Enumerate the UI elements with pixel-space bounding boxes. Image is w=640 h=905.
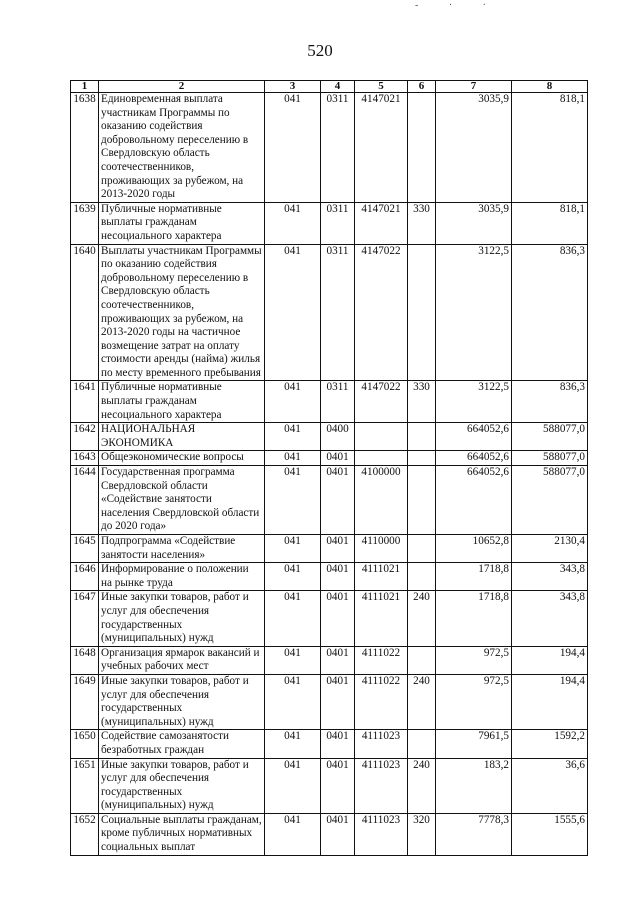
expense-type-code (408, 535, 436, 563)
expense-type-code: 330 (408, 381, 436, 423)
section-code: 0401 (321, 813, 355, 855)
amount-col7: 7961,5 (436, 730, 512, 758)
expense-type-code: 240 (408, 674, 436, 729)
expense-type-code (408, 730, 436, 758)
row-number: 1642 (71, 423, 99, 451)
row-name: НАЦИОНАЛЬНАЯ ЭКОНОМИКА (99, 423, 265, 451)
expense-type-code: 240 (408, 591, 436, 646)
ministry-code: 041 (265, 674, 321, 729)
ministry-code: 041 (265, 758, 321, 813)
row-number: 1641 (71, 381, 99, 423)
row-name: Публичные нормативные выплаты гражданам несоциального характера (99, 202, 265, 244)
column-header: 6 (408, 81, 436, 93)
expense-type-code (408, 244, 436, 381)
row-name: Иные закупки товаров, работ и услуг для обеспечения государственных (муниципальных) нужд (99, 674, 265, 729)
section-code: 0401 (321, 646, 355, 674)
expense-type-code: 320 (408, 813, 436, 855)
target-item-code: 4100000 (355, 466, 408, 535)
table-row (71, 646, 588, 674)
amount-col7: 10652,8 (436, 535, 512, 563)
amount-col7: 3035,9 (436, 202, 512, 244)
amount-col7: 664052,6 (436, 466, 512, 535)
row-number: 1640 (71, 244, 99, 381)
table-row (71, 674, 588, 729)
target-item-code: 4147022 (355, 381, 408, 423)
target-item-code: 4111022 (355, 646, 408, 674)
row-name: Публичные нормативные выплаты гражданам несоциального характера (99, 381, 265, 423)
target-item-code: 4147021 (355, 202, 408, 244)
amount-col8: 1555,6 (512, 813, 588, 855)
row-number: 1647 (71, 591, 99, 646)
section-code: 0400 (321, 423, 355, 451)
ministry-code: 041 (265, 244, 321, 381)
section-code: 0401 (321, 730, 355, 758)
column-header: 7 (436, 81, 512, 93)
section-code: 0401 (321, 535, 355, 563)
row-number: 1650 (71, 730, 99, 758)
amount-col8: 588077,0 (512, 451, 588, 466)
table-row (71, 758, 588, 813)
ministry-code: 041 (265, 381, 321, 423)
section-code: 0401 (321, 758, 355, 813)
target-item-code: 4147021 (355, 93, 408, 203)
amount-col8: 343,8 (512, 591, 588, 646)
page-number: 520 (307, 41, 333, 60)
amount-col7: 183,2 (436, 758, 512, 813)
target-item-code: 4111023 (355, 758, 408, 813)
target-item-code: 4111021 (355, 563, 408, 591)
scan-marks: - · · (415, 0, 500, 11)
target-item-code: 4147022 (355, 244, 408, 381)
row-name: Единовременная выплата участникам Программы по оказанию содействия добровольному переселению в Свердловскую область соотечественников, проживающих за рубежом, на 2013-2020 годы (99, 93, 265, 203)
ministry-code: 041 (265, 646, 321, 674)
amount-col8: 1592,2 (512, 730, 588, 758)
ministry-code: 041 (265, 202, 321, 244)
row-name: Иные закупки товаров, работ и услуг для обеспечения государственных (муниципальных) нужд (99, 758, 265, 813)
row-name: Подпрограмма «Содействие занятости населения» (99, 535, 265, 563)
row-number: 1644 (71, 466, 99, 535)
table-row (71, 535, 588, 563)
amount-col8: 194,4 (512, 646, 588, 674)
table-row (71, 244, 588, 381)
column-header: 5 (355, 81, 408, 93)
row-number: 1651 (71, 758, 99, 813)
table-row (71, 93, 588, 203)
target-item-code (355, 423, 408, 451)
row-name: Содействие самозанятости безработных граждан (99, 730, 265, 758)
expense-type-code (408, 93, 436, 203)
row-number: 1638 (71, 93, 99, 203)
amount-col8: 588077,0 (512, 423, 588, 451)
amount-col8: 818,1 (512, 93, 588, 203)
table-row (71, 563, 588, 591)
ministry-code: 041 (265, 563, 321, 591)
table-row (71, 202, 588, 244)
ministry-code: 041 (265, 813, 321, 855)
section-code: 0401 (321, 466, 355, 535)
table-row (71, 381, 588, 423)
amount-col8: 836,3 (512, 381, 588, 423)
ministry-code: 041 (265, 730, 321, 758)
target-item-code: 4110000 (355, 535, 408, 563)
section-code: 0401 (321, 563, 355, 591)
amount-col8: 818,1 (512, 202, 588, 244)
column-header: 4 (321, 81, 355, 93)
ministry-code: 041 (265, 535, 321, 563)
row-name: Социальные выплаты гражданам, кроме публичных нормативных социальных выплат (99, 813, 265, 855)
amount-col8: 194,4 (512, 674, 588, 729)
amount-col8: 588077,0 (512, 466, 588, 535)
target-item-code: 4111023 (355, 730, 408, 758)
table-row (71, 423, 588, 451)
ministry-code: 041 (265, 451, 321, 466)
row-number: 1645 (71, 535, 99, 563)
amount-col8: 2130,4 (512, 535, 588, 563)
expense-type-code: 240 (408, 758, 436, 813)
amount-col7: 972,5 (436, 646, 512, 674)
target-item-code (355, 451, 408, 466)
section-code: 0311 (321, 93, 355, 203)
ministry-code: 041 (265, 93, 321, 203)
target-item-code: 4111022 (355, 674, 408, 729)
amount-col7: 3122,5 (436, 381, 512, 423)
row-name: Информирование о положении на рынке труда (99, 563, 265, 591)
section-code: 0311 (321, 202, 355, 244)
row-number: 1648 (71, 646, 99, 674)
table-row (71, 451, 588, 466)
column-header: 1 (71, 81, 99, 93)
expense-type-code (408, 466, 436, 535)
ministry-code: 041 (265, 423, 321, 451)
column-header: 8 (512, 81, 588, 93)
section-code: 0401 (321, 591, 355, 646)
expense-type-code: 330 (408, 202, 436, 244)
table-row (71, 466, 588, 535)
ministry-code: 041 (265, 591, 321, 646)
target-item-code: 4111023 (355, 813, 408, 855)
row-name: Государственная программа Свердловской области «Содействие занятости населения Свердловской области до 2020 года» (99, 466, 265, 535)
amount-col7: 3122,5 (436, 244, 512, 381)
amount-col7: 1718,8 (436, 563, 512, 591)
amount-col7: 972,5 (436, 674, 512, 729)
row-number: 1649 (71, 674, 99, 729)
amount-col7: 664052,6 (436, 423, 512, 451)
budget-table (70, 80, 588, 856)
amount-col7: 3035,9 (436, 93, 512, 203)
table-header-row (71, 81, 588, 93)
row-name: Иные закупки товаров, работ и услуг для обеспечения государственных (муниципальных) нужд (99, 591, 265, 646)
row-number: 1639 (71, 202, 99, 244)
ministry-code: 041 (265, 466, 321, 535)
target-item-code: 4111021 (355, 591, 408, 646)
row-number: 1652 (71, 813, 99, 855)
row-number: 1643 (71, 451, 99, 466)
row-name: Выплаты участникам Программы по оказанию содействия добровольному переселению в Свердловскую область соотечественников, проживающих за рубежом, на 2013-2020 годы на частичное возмещение затрат на оплату стоимости аренды (найма) жилья по месту временного пребывания (99, 244, 265, 381)
section-code: 0311 (321, 381, 355, 423)
amount-col8: 343,8 (512, 563, 588, 591)
row-name: Организация ярмарок вакансий и учебных рабочих мест (99, 646, 265, 674)
amount-col7: 7778,3 (436, 813, 512, 855)
expense-type-code (408, 563, 436, 591)
expense-type-code (408, 646, 436, 674)
amount-col8: 36,6 (512, 758, 588, 813)
column-header: 2 (99, 81, 265, 93)
section-code: 0401 (321, 674, 355, 729)
table-row (71, 591, 588, 646)
amount-col7: 1718,8 (436, 591, 512, 646)
column-header: 3 (265, 81, 321, 93)
section-code: 0311 (321, 244, 355, 381)
table-row (71, 730, 588, 758)
row-number: 1646 (71, 563, 99, 591)
row-name: Общеэкономические вопросы (99, 451, 265, 466)
table-row (71, 813, 588, 855)
section-code: 0401 (321, 451, 355, 466)
amount-col7: 664052,6 (436, 451, 512, 466)
expense-type-code (408, 423, 436, 451)
expense-type-code (408, 451, 436, 466)
amount-col8: 836,3 (512, 244, 588, 381)
